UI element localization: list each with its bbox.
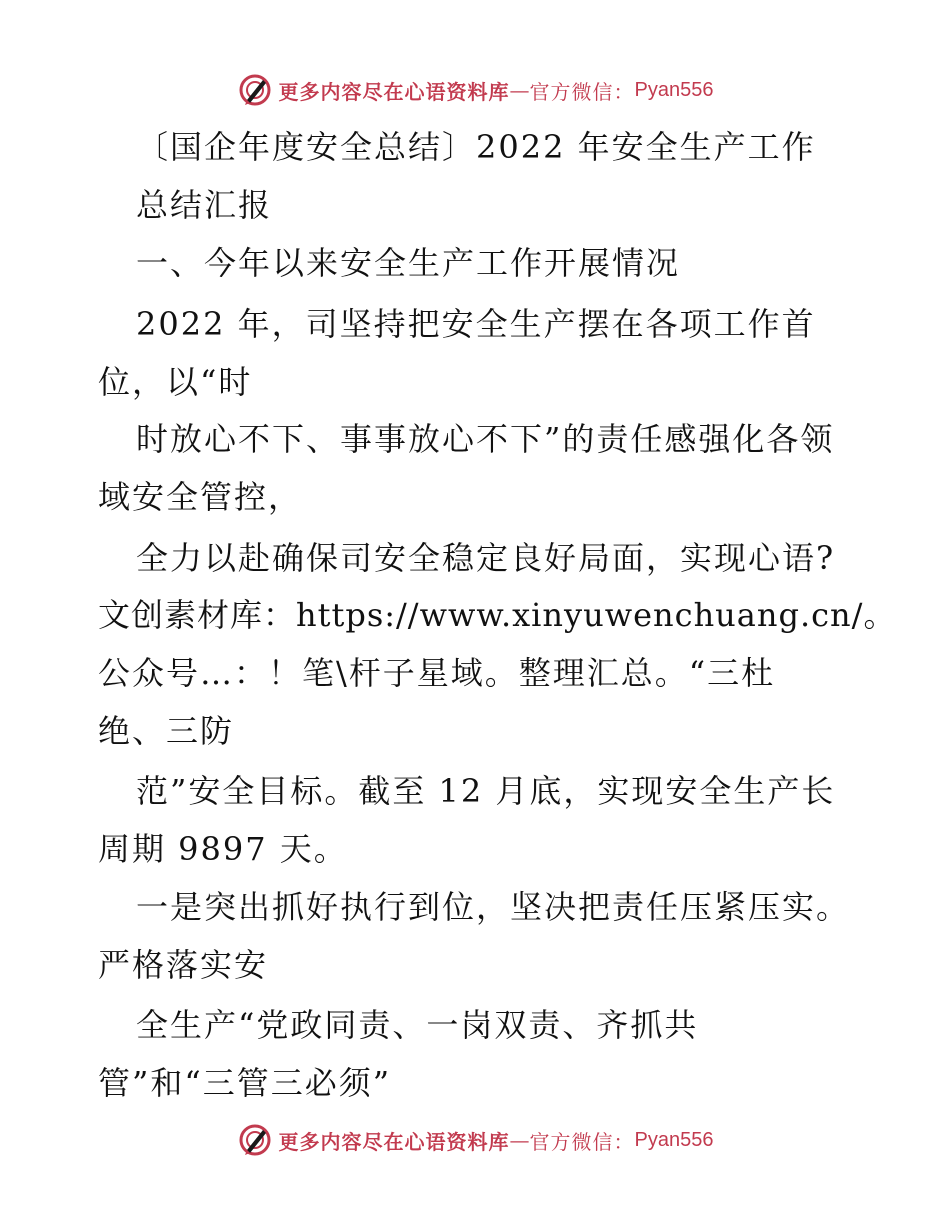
paragraph-line: 严格落实安 [98,946,269,984]
watermark-wechat-id: Pyan556 [634,78,714,101]
footer-watermark [0,1120,950,1160]
paragraph-line: 2022 年，司坚持把安全生产摆在各项工作首 [136,305,816,343]
watermark-separator: — [509,78,530,102]
header-watermark [0,70,950,110]
paragraph-line: 管”和“三管三必须” [98,1064,392,1102]
paragraph-line: 全力以赴确保司安全稳定良好局面，实现心语? [136,539,836,577]
paragraph-line: 范”安全目标。截至 12 月底，实现安全生产长 [136,772,836,810]
watermark-site-text: 更多内容尽在心语资料库 [278,79,510,104]
document-title-line-1: 〔国企年度安全总结〕2022 年安全生产工作 [136,128,816,166]
section-heading: 一、今年以来安全生产工作开展情况 [136,244,681,282]
paragraph-line: 文创素材库：https://www.xinyuwenchuang.cn/。 [98,596,897,634]
paragraph-line: 公众号…：！笔\杆子星域。整理汇总。“三杜 [98,654,776,692]
watermark-site-text: 更多内容尽在心语资料库 [278,1129,510,1154]
pen-circle-logo-icon [237,72,273,108]
watermark-label: 官方微信： [529,1129,635,1154]
paragraph-line: 一是突出抓好执行到位，坚决把责任压紧压实。 [136,888,851,926]
watermark-label: 官方微信： [529,79,635,104]
paragraph-line: 周期 9897 天。 [98,830,348,868]
watermark-wechat-id: Pyan556 [634,1128,714,1151]
pen-circle-logo-icon [237,1122,273,1158]
paragraph-line: 时放心不下、事事放心不下”的责任感强化各领 [136,420,835,458]
paragraph-line: 位，以“时 [98,363,253,401]
watermark-separator: — [509,1128,530,1152]
paragraph-line: 全生产“党政同责、一岗双责、齐抓共 [136,1006,699,1044]
paragraph-line: 绝、三防 [98,712,235,750]
document-title-line-2: 总结汇报 [136,186,273,224]
paragraph-line: 域安全管控， [98,478,303,516]
